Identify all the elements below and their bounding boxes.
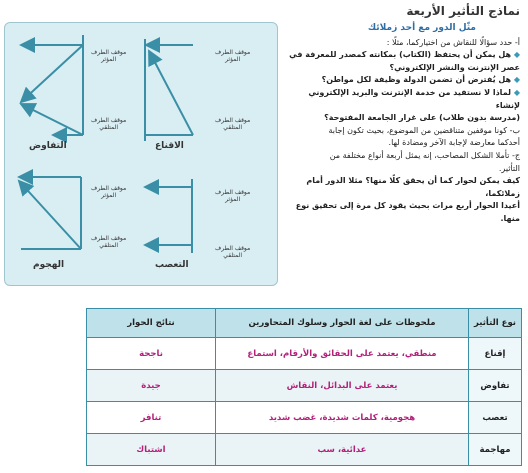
header-observations: ملحوظات على لغة الحوار وسلوك المتحاورين bbox=[216, 309, 469, 338]
table-row bbox=[87, 434, 522, 466]
negotiation-receiver-label: موقف الطرف المتلقي bbox=[91, 117, 127, 131]
header-type: نوع التأثير bbox=[469, 309, 522, 338]
activity-text bbox=[282, 22, 520, 287]
row-result: اشتباك bbox=[87, 434, 216, 466]
attack-receiver-label: موقف الطرف المتلقي bbox=[91, 235, 127, 249]
row-type: إقناع bbox=[469, 338, 522, 370]
activity-line: ب- كونا موقفين متناقضين من الموضوع، بحيث تكون إجابة bbox=[328, 125, 520, 135]
row-type: تفاوض bbox=[469, 370, 522, 402]
table-row bbox=[87, 370, 522, 402]
negotiation-diagonal-top-arrow bbox=[21, 45, 83, 102]
row-observations: منطقي، يعتمد على الحقائق والأرقام، استماع bbox=[216, 338, 469, 370]
attack-diagonal-arrow bbox=[19, 181, 81, 249]
persuasion-diagram bbox=[145, 39, 193, 141]
activity-line: كيف يمكن لحوار كما أن يحقق كلًا منها؟ مثلا الدور أمام زملائكما، bbox=[306, 176, 520, 198]
fanaticism-caption: التعصب bbox=[155, 260, 189, 270]
persuasion-caption: الاقناع bbox=[155, 141, 184, 151]
table-row bbox=[87, 338, 522, 370]
persuasion-sender-label: موقف الطرف المؤثر bbox=[215, 49, 251, 63]
activity-line: ◆ هل يُفترض أن تضمن الدولة وظيفة لكل مواطن؟ bbox=[321, 75, 520, 85]
row-result: تنافر bbox=[87, 402, 216, 434]
activity-line: ◆ هل يمكن أن يحتفظ (الكتاب) بمكانته كمصدر للمعرفة في bbox=[289, 50, 520, 60]
fanaticism-sender-label: موقف الطرف المؤثر bbox=[215, 189, 251, 203]
fanaticism-diagram bbox=[145, 179, 192, 253]
activity-subheading: مثّل الدور مع أحد زملائك bbox=[367, 23, 476, 33]
row-type: مهاجمة bbox=[469, 434, 522, 466]
activity-line: أ- حدد سؤالًا للنقاش من اختياركما، مثلًا : bbox=[386, 37, 520, 47]
influence-types-table bbox=[86, 308, 522, 466]
activity-line: (مدرسة بدون طلاب) على غرار الجامعة المفتوحة؟ bbox=[324, 113, 520, 123]
diamond-bullet-icon: ◆ bbox=[511, 87, 520, 97]
table-header-row bbox=[87, 309, 522, 338]
fanaticism-receiver-label: موقف الطرف المتلقي bbox=[215, 245, 251, 259]
attack-sender-label: موقف الطرف المؤثر bbox=[91, 185, 127, 199]
persuasion-diagonal-arrow bbox=[149, 51, 193, 135]
row-observations: يعتمد على البدائل، النقاش bbox=[216, 370, 469, 402]
row-result: جيدة bbox=[87, 370, 216, 402]
activity-line: التأثير. bbox=[498, 163, 520, 173]
row-type: تعصب bbox=[469, 402, 522, 434]
diamond-bullet-icon: ◆ bbox=[511, 50, 520, 60]
header-results: نتائج الحوار bbox=[87, 309, 216, 338]
activity-line: عصر الإنترنت والنشر الإلكتروني؟ bbox=[389, 62, 520, 72]
diamond-bullet-icon: ◆ bbox=[511, 75, 520, 85]
persuasion-receiver-label: موقف الطرف المتلقي bbox=[215, 117, 251, 131]
activity-line: ج- تأملا الشكل المصاحب، إنه يمثل أربعة أنواع مختلفة من bbox=[329, 150, 520, 160]
row-observations: عدائية، سب bbox=[216, 434, 469, 466]
negotiation-sender-label: موقف الطرف المؤثر bbox=[91, 49, 127, 63]
table-row bbox=[87, 402, 522, 434]
attack-caption: الهجوم bbox=[33, 260, 65, 270]
negotiation-diagonal-bottom-arrow bbox=[21, 104, 83, 135]
activity-line: أعيدا الحوار أربع مرات بحيث يقود كل مرة إلى تحقيق نوع منها. bbox=[295, 201, 520, 223]
negotiation-caption: التفاوض bbox=[29, 141, 67, 151]
section-heading: نماذج التأثير الأربعة bbox=[406, 4, 520, 18]
negotiation-diagram bbox=[21, 35, 83, 135]
row-observations: هجومية، كلمات شديدة، غضب شديد bbox=[216, 402, 469, 434]
activity-line: أحدكما معارضة لإجابة الآخر ومضادة لها. bbox=[388, 138, 520, 148]
influence-diagrams-panel bbox=[4, 22, 278, 286]
row-result: ناجحة bbox=[87, 338, 216, 370]
activity-line: ◆ لماذا لا نستفيد من خدمة الإنترنت والبريد الإلكتروني لإنشاء bbox=[308, 87, 520, 110]
attack-diagram bbox=[19, 177, 81, 249]
